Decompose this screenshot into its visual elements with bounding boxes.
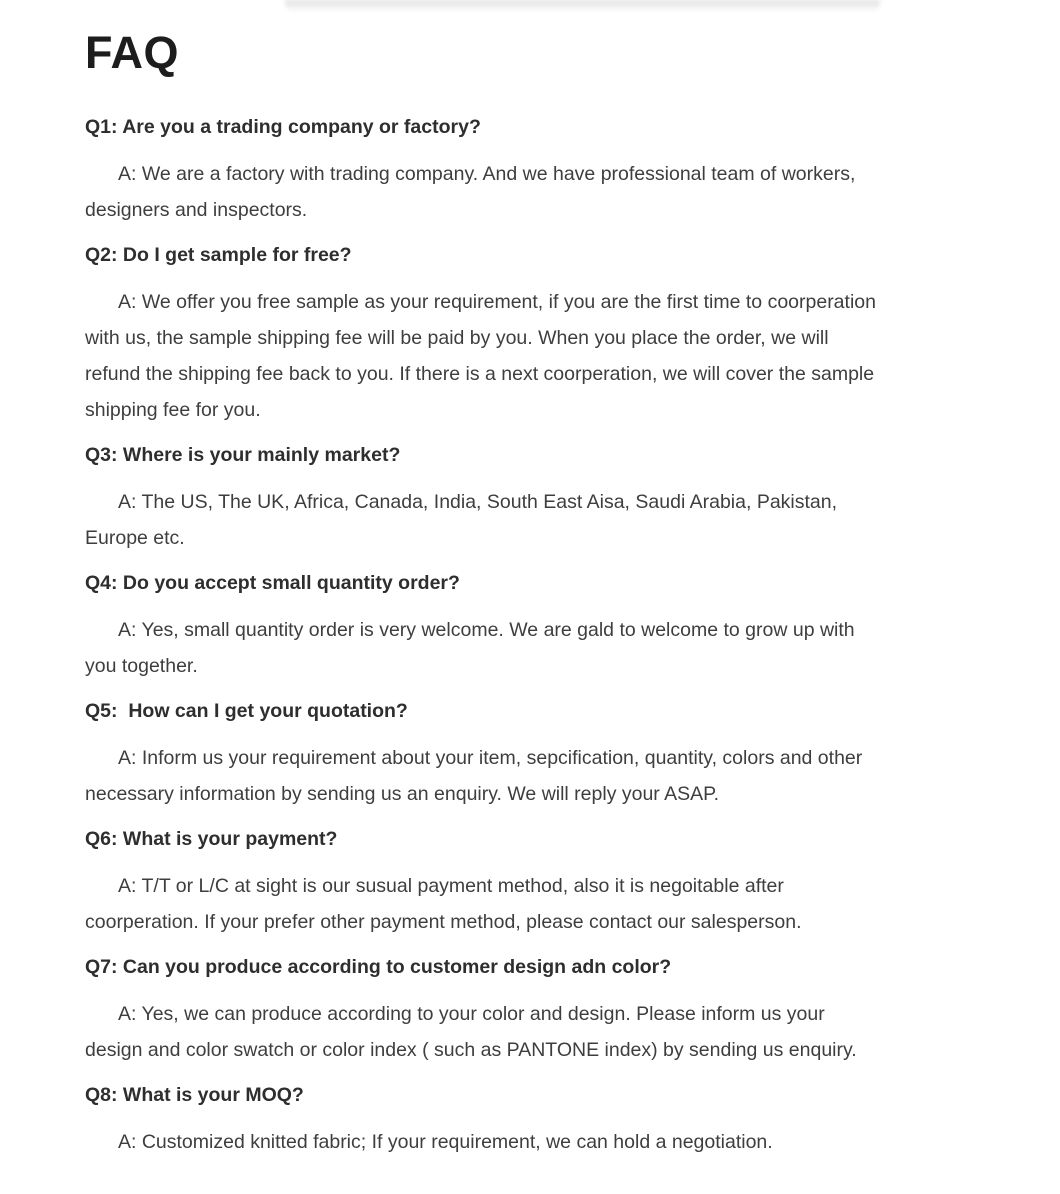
faq-answer [85,156,1005,228]
faq-question: Q4: Do you accept small quantity order? [85,572,460,594]
faq-content [85,0,1005,1160]
faq-answer [85,284,1005,428]
faq-question: Q6: What is your payment? [85,828,338,850]
faq-answer-line: with us, the sample shipping fee will be paid by you. When you place the order, we will [85,327,829,349]
faq-question: Q8: What is your MOQ? [85,1084,304,1106]
faq-question: Q1: Are you a trading company or factory? [85,116,481,138]
faq-answer-line: A: Yes, we can produce according to your color and design. Please inform us your [118,1003,825,1025]
page-title: FAQ [85,27,180,78]
faq-question: Q2: Do I get sample for free? [85,244,352,266]
faq-answer-line: necessary information by sending us an enquiry. We will reply your ASAP. [85,783,720,805]
faq-item-q4 [85,570,1005,684]
faq-answer-line: A: The US, The UK, Africa, Canada, India, South East Aisa, Saudi Arabia, Pakistan, [118,491,838,513]
faq-item-q8 [85,1082,1005,1160]
faq-question: Q3: Where is your mainly market? [85,444,401,466]
faq-answer-line: Europe etc. [85,527,185,549]
faq-item-q1 [85,114,1005,228]
faq-answer [85,484,1005,556]
faq-answer-line: A: T/T or L/C at sight is our susual payment method, also it is negoitable after [118,875,784,897]
faq-answer [85,996,1005,1068]
faq-answer-line: you together. [85,655,198,677]
faq-answer-line: design and color swatch or color index ( such as PANTONE index) by sending us enquiry. [85,1039,857,1061]
faq-item-q3 [85,442,1005,556]
faq-item-q6 [85,826,1005,940]
faq-answer [85,868,1005,940]
faq-answer [85,1124,1005,1160]
faq-answer-line: A: We offer you free sample as your requirement, if you are the first time to coorperation [118,291,876,313]
faq-question: Q7: Can you produce according to customer design adn color? [85,956,672,978]
faq-answer [85,612,1005,684]
faq-answer-line: A: Customized knitted fabric; If your requirement, we can hold a negotiation. [118,1131,773,1153]
faq-item-q2 [85,242,1005,428]
faq-question: Q5: How can I get your quotation? [85,700,408,722]
faq-item-q5 [85,698,1005,812]
faq-answer [85,740,1005,812]
faq-answer-line: A: Inform us your requirement about your item, sepcification, quantity, colors and other [118,747,863,769]
faq-answer-line: refund the shipping fee back to you. If there is a next coorperation, we will cover the sample [85,363,875,385]
faq-answer-line: designers and inspectors. [85,199,308,221]
faq-answer-line: coorperation. If your prefer other payment method, please contact our salesperson. [85,911,802,933]
faq-answer-line: A: We are a factory with trading company. And we have professional team of workers, [118,163,856,185]
faq-answer-line: A: Yes, small quantity order is very welcome. We are gald to welcome to grow up with [118,619,855,641]
faq-answer-line: shipping fee for you. [85,399,261,421]
faq-item-q7 [85,954,1005,1068]
